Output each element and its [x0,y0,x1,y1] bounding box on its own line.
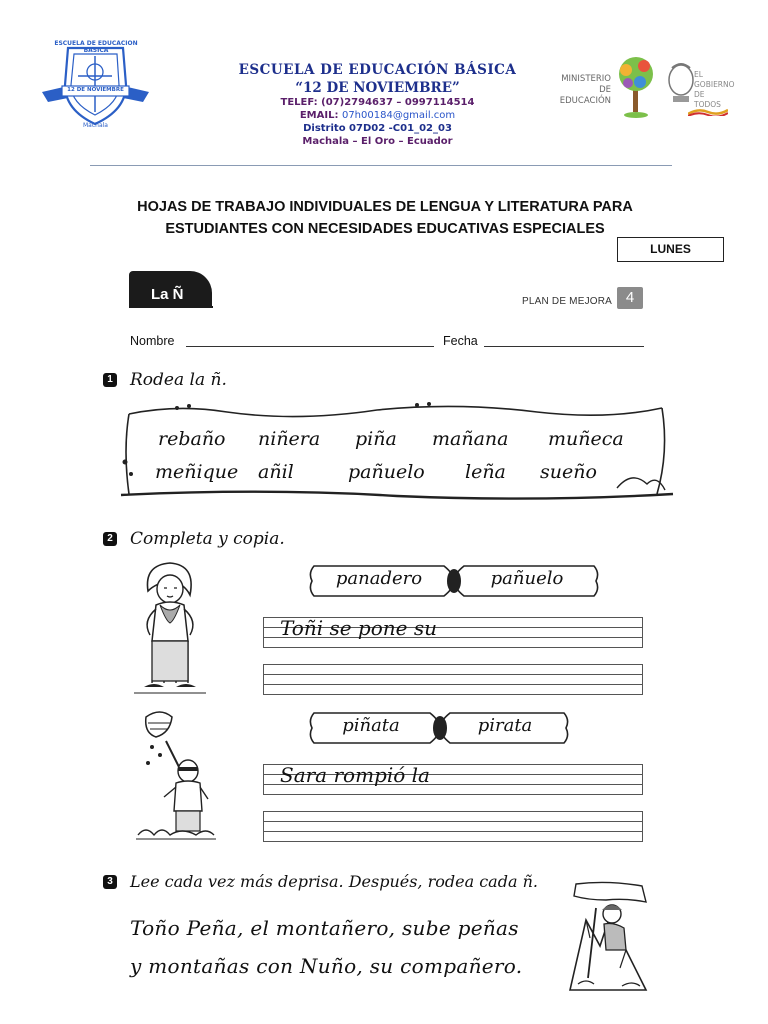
date-line[interactable] [484,346,644,347]
exercise-3-instruction: Lee cada vez más deprisa. Después, rodea cada ñ. [130,872,538,891]
plan-label: PLAN DE MEJORA [522,296,613,307]
school-email [200,109,555,122]
tree-logo [614,52,658,122]
word-item[interactable]: piña [355,428,397,450]
word-item[interactable]: mañana [432,428,509,450]
word-item[interactable]: sueño [540,461,597,483]
exercise-2-instruction: Completa y copia. [130,529,285,549]
lesson-tab: La Ñ [129,271,212,307]
word-item[interactable]: niñera [258,428,321,450]
exercise-1-instruction: Rodea la ñ. [130,370,227,390]
school-location: Machala – El Oro – Ecuador [302,136,453,147]
climber-illustration [566,880,650,992]
copy-lines-2[interactable] [263,811,643,842]
word-item[interactable]: leña [465,461,506,483]
sentence-1: Toñi se pone su [280,616,437,640]
exercise-1-number: 1 [103,373,117,387]
word-item[interactable]: muñeca [548,428,624,450]
header-divider [90,165,672,166]
option-a-2[interactable]: piñata [342,715,400,736]
ministry-logo [555,74,611,114]
option-b-1[interactable]: pañuelo [490,568,564,589]
date-label: Fecha [443,334,478,348]
tab-underline [129,306,213,308]
day-label: LUNES [617,237,724,262]
school-phone: TELEF: (07)2794637 – 0997114514 [280,97,475,108]
ministry-label: MINISTERIO DE EDUCACIÓN [559,74,611,106]
name-label: Nombre [130,334,175,348]
logo-city: Machala [83,122,108,129]
reading-line-2: y montañas con Nuño, su compañero. [130,954,523,978]
girl-illustration [134,561,206,695]
title-line-2: ESTUDIANTES CON NECESIDADES EDUCATIVAS ESPECIALES [165,221,605,237]
title-line-1: HOJAS DE TRABAJO INDIVIDUALES DE LENGUA Y LITERATURA PARA [137,199,633,215]
government-logo [666,58,735,122]
exercise-3-number: 3 [103,875,117,889]
option-b-2[interactable]: pirata [477,715,533,736]
exercise-2-number: 2 [103,532,117,546]
sentence-2: Sara rompió la [280,763,430,787]
email-value: 07h00184@gmail.com [341,110,456,121]
plan-number: 4 [617,287,643,309]
school-subtitle: “12 DE NOVIEMBRE” [295,80,460,96]
reading-line-1: Toño Peña, el montañero, sube peñas [130,916,519,940]
word-item[interactable]: pañuelo [348,461,425,483]
copy-lines-1[interactable] [263,664,643,695]
email-label: EMAIL: [299,110,339,121]
word-item[interactable]: añil [258,461,294,483]
school-district: Distrito 07D02 -C01_02_03 [303,123,452,134]
government-label: EL GOBIERNO DE TODOS [694,70,735,109]
option-a-1[interactable]: panadero [335,568,423,589]
logo-arc-text: ESCUELA DE EDUCACION BASICA [54,40,138,54]
school-logo [38,40,153,132]
pinata-illustration [136,707,216,842]
word-item[interactable]: meñique [155,461,239,483]
logo-motto: 12 DE NOVIEMBRE [67,87,124,93]
word-frame [117,400,677,502]
school-info [200,62,555,148]
name-line[interactable] [186,346,434,347]
word-item[interactable]: rebaño [158,428,226,450]
school-name: ESCUELA DE EDUCACIÓN BÁSICA [238,62,517,78]
document-title [100,196,670,240]
